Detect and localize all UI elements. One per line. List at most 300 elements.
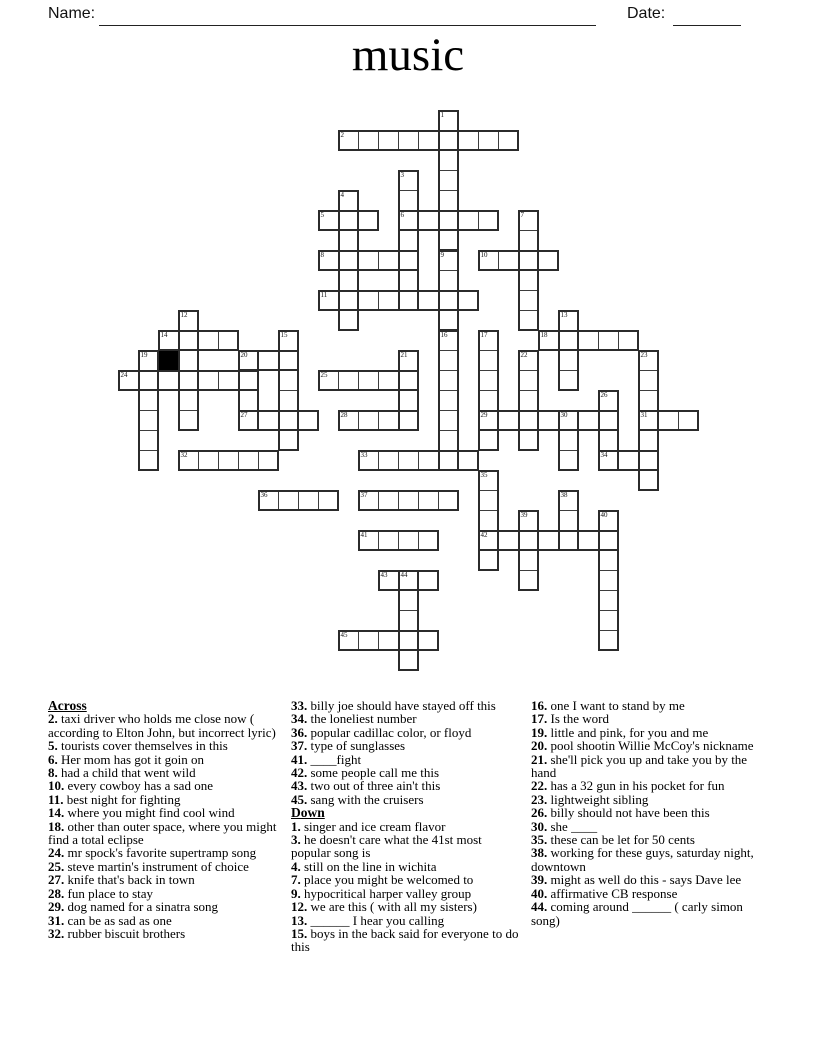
clue-item: 29. dog named for a sinatra song — [48, 899, 219, 915]
grid-cell[interactable] — [158, 330, 179, 351]
grid-cell[interactable] — [138, 450, 159, 471]
grid-cell[interactable] — [178, 390, 199, 411]
grid-cell[interactable] — [518, 550, 539, 571]
grid-cell[interactable] — [298, 490, 319, 511]
grid-cell[interactable] — [398, 170, 419, 191]
grid-cell[interactable] — [518, 370, 539, 391]
grid-cell[interactable] — [558, 350, 579, 371]
grid-cell[interactable] — [238, 410, 259, 431]
grid-cell[interactable] — [338, 130, 359, 151]
grid-cell[interactable] — [618, 450, 639, 471]
grid-cell[interactable] — [178, 370, 199, 391]
grid-cell[interactable] — [278, 330, 299, 351]
grid-cell[interactable] — [398, 490, 419, 511]
grid-cell[interactable] — [398, 270, 419, 291]
clue-number: 4. — [291, 858, 304, 874]
grid-cell[interactable] — [598, 390, 619, 411]
cell-number: 20 — [240, 351, 248, 359]
grid-cell[interactable] — [258, 410, 279, 431]
cell-number: 4 — [340, 191, 344, 199]
grid-cell[interactable] — [478, 430, 499, 451]
cell-number: 13 — [560, 311, 568, 319]
grid-cell[interactable] — [478, 250, 499, 271]
clue-item: 22. has a 32 gun in his pocket for fun — [531, 778, 725, 794]
grid-cell[interactable] — [138, 350, 159, 371]
clue-number: 26. — [531, 805, 551, 821]
clue-number: 43. — [291, 778, 311, 794]
clue-column-3 — [531, 699, 759, 927]
cell-number: 34 — [600, 451, 608, 459]
grid-cell[interactable] — [458, 290, 479, 311]
cell-number: 12 — [180, 311, 188, 319]
grid-cell[interactable] — [638, 470, 659, 491]
grid-cell[interactable] — [358, 530, 379, 551]
grid-cell[interactable] — [378, 530, 399, 551]
grid-cell[interactable] — [398, 530, 419, 551]
grid-cell[interactable] — [418, 130, 439, 151]
cell-number: 22 — [520, 351, 528, 359]
name-field[interactable] — [99, 24, 596, 26]
cell-number: 18 — [540, 331, 548, 339]
clue-number: 45. — [291, 791, 311, 807]
grid-cell[interactable] — [398, 450, 419, 471]
grid-cell[interactable] — [138, 410, 159, 431]
grid-cell[interactable] — [478, 210, 499, 231]
grid-cell[interactable] — [438, 110, 459, 131]
grid-cell[interactable] — [498, 410, 519, 431]
clue-item: 13. ______ I hear you calling — [291, 912, 445, 928]
grid-cell[interactable] — [238, 450, 259, 471]
grid-cell[interactable] — [438, 210, 459, 231]
grid-cell[interactable] — [598, 450, 619, 471]
clue-item: 17. Is the word — [531, 711, 609, 727]
cell-number: 17 — [480, 331, 488, 339]
grid-cell[interactable] — [338, 270, 359, 291]
grid-cell[interactable] — [398, 250, 419, 271]
grid-cell[interactable] — [598, 530, 619, 551]
clue-item: 4. still on the line in wichita — [291, 858, 437, 874]
grid-cell[interactable] — [638, 430, 659, 451]
grid-cell[interactable] — [498, 250, 519, 271]
clue-number: 11. — [48, 791, 67, 807]
grid-cell[interactable] — [218, 330, 239, 351]
grid-cell[interactable] — [598, 410, 619, 431]
grid-cell[interactable] — [238, 370, 259, 391]
grid-cell[interactable] — [378, 370, 399, 391]
grid-cell[interactable] — [298, 410, 319, 431]
grid-cell[interactable] — [478, 550, 499, 571]
grid-cell[interactable] — [638, 410, 659, 431]
grid-cell[interactable] — [438, 450, 459, 471]
grid-cell[interactable] — [398, 370, 419, 391]
clue-number: 25. — [48, 858, 68, 874]
grid-cell[interactable] — [598, 550, 619, 571]
grid-cell[interactable] — [598, 430, 619, 451]
clue-item: 25. steve martin's instrument of choice — [48, 858, 249, 874]
down-header: Down — [291, 805, 325, 821]
clue-number: 31. — [48, 912, 68, 928]
grid-cell[interactable] — [438, 390, 459, 411]
grid-cell[interactable] — [198, 330, 219, 351]
clue-number: 6. — [48, 751, 61, 767]
grid-cell[interactable] — [518, 570, 539, 591]
grid-cell[interactable] — [558, 370, 579, 391]
grid-cell[interactable] — [358, 250, 379, 271]
grid-cell[interactable] — [158, 370, 179, 391]
grid-cell[interactable] — [278, 490, 299, 511]
grid-cell[interactable] — [118, 370, 139, 391]
grid-cell[interactable] — [338, 410, 359, 431]
grid-cell[interactable] — [518, 210, 539, 231]
grid-cell[interactable] — [438, 310, 459, 331]
clue-number: 1. — [291, 818, 304, 834]
clue-item: 38. working for these guys, saturday night, downtown — [531, 845, 754, 874]
grid-cell[interactable] — [418, 490, 439, 511]
grid-cell[interactable] — [278, 370, 299, 391]
clue-item: 8. had a child that went wild — [48, 765, 196, 781]
grid-cell[interactable] — [398, 350, 419, 371]
clue-number: 19. — [531, 724, 551, 740]
clue-item: 34. the loneliest number — [291, 711, 417, 727]
clue-item: 40. affirmative CB response — [531, 885, 678, 901]
page-title: music — [351, 29, 465, 81]
clue-number: 39. — [531, 872, 551, 888]
grid-cell[interactable] — [398, 610, 419, 631]
clue-number: 17. — [531, 711, 551, 727]
cell-number: 3 — [400, 171, 404, 179]
grid-cell[interactable] — [518, 390, 539, 411]
grid-cell[interactable] — [338, 210, 359, 231]
cell-number: 11 — [320, 291, 328, 299]
grid-cell[interactable] — [558, 310, 579, 331]
clue-item: 14. where you might find cool wind — [48, 805, 235, 821]
cell-number: 33 — [360, 451, 368, 459]
cell-number: 44 — [400, 571, 408, 579]
cell-number: 31 — [640, 411, 648, 419]
grid-cell[interactable] — [338, 630, 359, 651]
clue-item: 1. singer and ice cream flavor — [291, 818, 446, 834]
grid-cell[interactable] — [378, 630, 399, 651]
cell-number: 8 — [320, 251, 324, 259]
grid-cell[interactable] — [538, 330, 559, 351]
grid-cell[interactable] — [198, 450, 219, 471]
clue-number: 44. — [531, 899, 551, 915]
grid-cell[interactable] — [518, 230, 539, 251]
grid-cell[interactable] — [338, 250, 359, 271]
grid-cell[interactable] — [278, 430, 299, 451]
grid-cell[interactable] — [598, 630, 619, 651]
crossword-grid — [118, 110, 700, 672]
grid-cell[interactable] — [518, 510, 539, 531]
grid-cell[interactable] — [178, 450, 199, 471]
grid-cell[interactable] — [578, 410, 599, 431]
clue-item: 31. can be as sad as one — [48, 912, 172, 928]
grid-cell[interactable] — [438, 410, 459, 431]
clue-number: 37. — [291, 738, 311, 754]
grid-cell[interactable] — [358, 210, 379, 231]
grid-cell[interactable] — [178, 350, 199, 371]
grid-cell[interactable] — [378, 450, 399, 471]
grid-cell[interactable] — [218, 370, 239, 391]
grid-cell[interactable] — [378, 410, 399, 431]
grid-cell[interactable] — [278, 350, 299, 371]
grid-cell[interactable] — [378, 490, 399, 511]
grid-cell[interactable] — [418, 570, 439, 591]
grid-cell[interactable] — [138, 390, 159, 411]
grid-cell[interactable] — [178, 410, 199, 431]
grid-cell[interactable] — [638, 350, 659, 371]
grid-cell[interactable] — [318, 210, 339, 231]
grid-cell[interactable] — [378, 570, 399, 591]
grid-cell[interactable] — [558, 450, 579, 471]
grid-cell[interactable] — [418, 450, 439, 471]
grid-cell[interactable] — [478, 350, 499, 371]
name-label: Name: — [48, 5, 96, 22]
grid-cell[interactable] — [438, 350, 459, 371]
clue-item: 45. sang with the cruisers — [291, 791, 424, 807]
grid-cell[interactable] — [358, 130, 379, 151]
grid-cell[interactable] — [538, 410, 559, 431]
grid-cell[interactable] — [338, 310, 359, 331]
cell-number: 43 — [380, 571, 388, 579]
cell-number: 38 — [560, 491, 568, 499]
grid-cell[interactable] — [318, 490, 339, 511]
cell-number: 35 — [480, 471, 488, 479]
clue-number: 30. — [531, 818, 551, 834]
clue-number: 33. — [291, 698, 311, 713]
clue-number: 2. — [48, 711, 61, 727]
clue-item: 11. best night for fighting — [48, 791, 181, 807]
grid-cell[interactable] — [438, 430, 459, 451]
grid-cell[interactable] — [258, 490, 279, 511]
clue-item: 32. rubber biscuit brothers — [48, 925, 186, 941]
grid-cell[interactable] — [458, 450, 479, 471]
cell-number: 32 — [180, 451, 188, 459]
clue-item: 43. two out of three ain't this — [291, 778, 441, 794]
grid-cell[interactable] — [478, 410, 499, 431]
grid-cell[interactable] — [318, 370, 339, 391]
grid-cell[interactable] — [458, 130, 479, 151]
grid-cell[interactable] — [338, 370, 359, 391]
cell-number: 9 — [440, 251, 444, 259]
clue-number: 35. — [531, 832, 551, 848]
cell-number: 16 — [440, 331, 448, 339]
grid-cell[interactable] — [578, 530, 599, 551]
grid-cell[interactable] — [518, 350, 539, 371]
grid-cell[interactable] — [558, 330, 579, 351]
grid-cell[interactable] — [438, 370, 459, 391]
grid-cell[interactable] — [518, 250, 539, 271]
grid-cell[interactable] — [358, 490, 379, 511]
grid-cell[interactable] — [438, 330, 459, 351]
grid-cell[interactable] — [458, 210, 479, 231]
grid-cell[interactable] — [538, 250, 559, 271]
grid-cell[interactable] — [398, 390, 419, 411]
grid-cell[interactable] — [518, 270, 539, 291]
clue-number: 20. — [531, 738, 551, 754]
grid-cell[interactable] — [438, 250, 459, 271]
grid-cell[interactable] — [438, 490, 459, 511]
clue-item: 36. popular cadillac color, or floyd — [291, 724, 472, 740]
grid-cell[interactable] — [378, 130, 399, 151]
clue-item: 27. knife that's back in town — [48, 872, 195, 888]
grid-cell[interactable] — [518, 310, 539, 331]
clue-item: 2. taxi driver who holds me close now ( according to Elton John, but incorrect lyric) — [48, 711, 276, 740]
grid-cell[interactable] — [518, 430, 539, 451]
clue-item: 19. little and pink, for you and me — [531, 724, 709, 740]
grid-cell[interactable] — [438, 270, 459, 291]
grid-cell[interactable] — [138, 430, 159, 451]
grid-cell[interactable] — [238, 350, 259, 371]
grid-cell[interactable] — [438, 170, 459, 191]
cell-number: 21 — [400, 351, 408, 359]
grid-cell[interactable] — [618, 330, 639, 351]
grid-cell[interactable] — [478, 530, 499, 551]
across-header: Across — [48, 698, 87, 713]
grid-cell[interactable] — [258, 350, 279, 371]
grid-cell[interactable] — [358, 450, 379, 471]
clue-number: 27. — [48, 872, 68, 888]
grid-cell[interactable] — [638, 370, 659, 391]
clue-number: 42. — [291, 765, 311, 781]
grid-cell[interactable] — [438, 230, 459, 251]
grid-cell[interactable] — [478, 510, 499, 531]
grid-cell[interactable] — [398, 130, 419, 151]
grid-cell[interactable] — [598, 510, 619, 531]
clue-item: 12. we are this ( with all my sisters) — [291, 899, 477, 915]
grid-cell[interactable] — [678, 410, 699, 431]
grid-cell[interactable] — [498, 130, 519, 151]
grid-cell[interactable] — [438, 190, 459, 211]
grid-cell[interactable] — [278, 410, 299, 431]
grid-cell[interactable] — [138, 370, 159, 391]
clue-item: 10. every cowboy has a sad one — [48, 778, 213, 794]
grid-cell[interactable] — [318, 290, 339, 311]
cell-number: 25 — [320, 371, 328, 379]
clue-number: 21. — [531, 751, 551, 767]
grid-cell[interactable] — [518, 410, 539, 431]
clue-item: 37. type of sunglasses — [291, 738, 406, 754]
date-field[interactable] — [673, 24, 741, 26]
grid-cell[interactable] — [418, 290, 439, 311]
grid-cell[interactable] — [378, 250, 399, 271]
grid-cell[interactable] — [278, 390, 299, 411]
clue-item: 41. ____fight — [291, 751, 362, 767]
clue-number: 36. — [291, 724, 311, 740]
grid-cell[interactable] — [358, 290, 379, 311]
grid-cell[interactable] — [398, 570, 419, 591]
grid-cell[interactable] — [418, 630, 439, 651]
grid-cell[interactable] — [578, 330, 599, 351]
clue-number: 10. — [48, 778, 68, 794]
grid-cell[interactable] — [418, 210, 439, 231]
grid-cell[interactable] — [358, 410, 379, 431]
cell-number: 23 — [640, 351, 648, 359]
grid-cell[interactable] — [398, 410, 419, 431]
grid-cell[interactable] — [338, 290, 359, 311]
grid-cell[interactable] — [478, 330, 499, 351]
grid-cell[interactable] — [398, 650, 419, 671]
grid-cell[interactable] — [438, 130, 459, 151]
grid-cell[interactable] — [398, 630, 419, 651]
grid-cell[interactable] — [398, 230, 419, 251]
grid-cell[interactable] — [598, 570, 619, 591]
grid-cell[interactable] — [478, 490, 499, 511]
clue-number: 24. — [48, 845, 68, 861]
grid-cell[interactable] — [598, 590, 619, 611]
grid-cell[interactable] — [518, 530, 539, 551]
grid-cell[interactable] — [638, 390, 659, 411]
grid-cell[interactable] — [398, 210, 419, 231]
grid-cell[interactable] — [198, 370, 219, 391]
grid-cell[interactable] — [658, 410, 679, 431]
grid-cell[interactable] — [338, 190, 359, 211]
grid-cell[interactable] — [498, 530, 519, 551]
grid-cell[interactable] — [558, 510, 579, 531]
grid-cell[interactable] — [178, 310, 199, 331]
cell-number: 19 — [140, 351, 148, 359]
clue-item: 3. he doesn't care what the 41st most popular song is — [291, 832, 482, 861]
grid-cell[interactable] — [238, 390, 259, 411]
grid-cell[interactable] — [558, 490, 579, 511]
grid-cell[interactable] — [318, 250, 339, 271]
clue-number: 14. — [48, 805, 68, 821]
clue-number: 28. — [48, 885, 68, 901]
clue-number: 22. — [531, 778, 551, 794]
clue-item: 20. pool shootin Willie McCoy's nickname — [531, 738, 754, 754]
grid-cell[interactable] — [378, 290, 399, 311]
clue-item: 9. hypocritical harper valley group — [291, 885, 472, 901]
clue-item: 33. billy joe should have stayed off this — [291, 698, 496, 713]
grid-cell[interactable] — [638, 450, 659, 471]
clue-item: 30. she ____ — [531, 818, 598, 834]
grid-cell[interactable] — [178, 330, 199, 351]
grid-cell[interactable] — [258, 450, 279, 471]
grid-cell[interactable] — [398, 190, 419, 211]
cell-number: 24 — [120, 371, 128, 379]
date-label: Date: — [627, 5, 666, 22]
grid-cell[interactable] — [438, 150, 459, 171]
clue-item: 44. coming around ______ ( carly simon song) — [531, 899, 743, 928]
clue-number: 9. — [291, 885, 304, 901]
grid-cell[interactable] — [358, 630, 379, 651]
grid-cell[interactable] — [418, 530, 439, 551]
grid-cell[interactable] — [478, 390, 499, 411]
grid-cell[interactable] — [478, 370, 499, 391]
grid-cell[interactable] — [518, 290, 539, 311]
grid-cell[interactable] — [558, 430, 579, 451]
clue-item: 42. some people call me this — [291, 765, 440, 781]
grid-cell[interactable] — [398, 590, 419, 611]
grid-cell[interactable] — [398, 290, 419, 311]
grid-cell[interactable] — [218, 450, 239, 471]
clue-column-1 — [48, 699, 286, 940]
grid-cell[interactable] — [558, 530, 579, 551]
clue-item: 26. billy should not have been this — [531, 805, 710, 821]
cell-number: 6 — [400, 211, 404, 219]
grid-cell[interactable] — [438, 290, 459, 311]
grid-cell[interactable] — [598, 330, 619, 351]
grid-cell[interactable] — [478, 470, 499, 491]
cell-number: 36 — [260, 491, 268, 499]
grid-cell[interactable] — [598, 610, 619, 631]
grid-cell[interactable] — [338, 230, 359, 251]
grid-cell[interactable] — [478, 130, 499, 151]
grid-cell[interactable] — [558, 410, 579, 431]
grid-cell[interactable] — [358, 370, 379, 391]
grid-cell[interactable] — [538, 530, 559, 551]
clue-item: 39. might as well do this - says Dave lee — [531, 872, 742, 888]
